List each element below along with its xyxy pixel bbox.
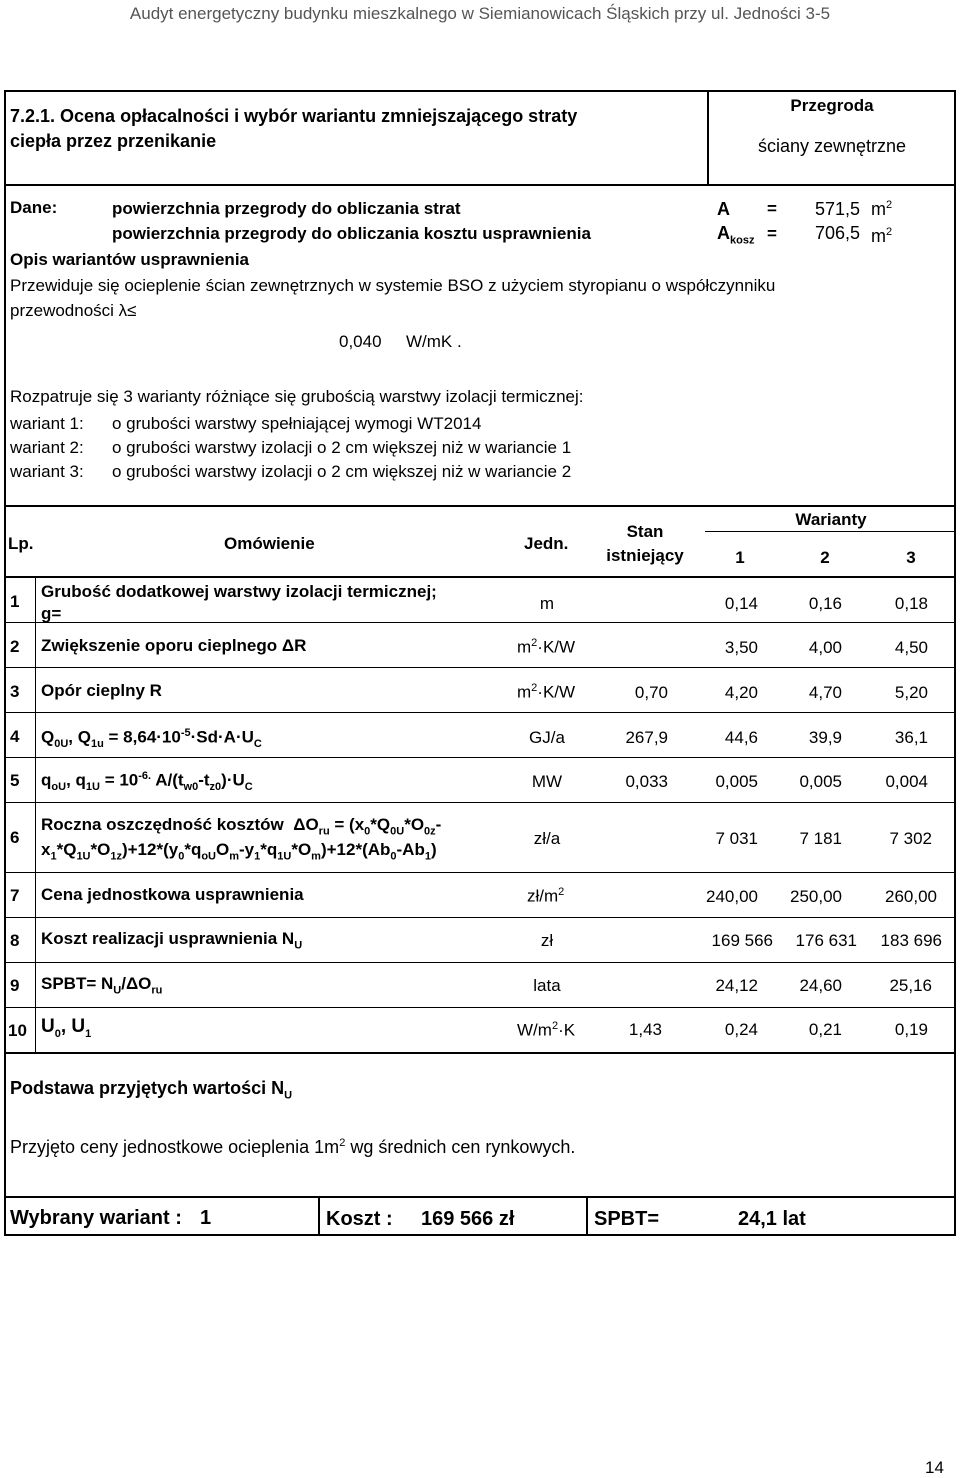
row-description: $q_{oU}$, $q_{1U} = 10^{-6.}$ $A/(t_{w0}-t_{z0})\cdot U_C$ — [41, 770, 253, 794]
cell-variant-3: 36,1 — [894, 728, 928, 747]
cell-variant-3: 4,50 — [894, 638, 928, 657]
row-number: 8 — [10, 931, 20, 950]
row-divider — [4, 757, 956, 758]
row-description-cont: $x_1*Q_{1U}*O_{1z})+12*(y_0*q_{oU}O_m-y_1*q_{1U}*O_m)+12*(Ab_0-Ab_1)$ — [41, 840, 437, 863]
cell-variant-2: 0,16 — [808, 594, 842, 613]
loss-area-description: powierzchnia przegrody do obliczania strat — [112, 199, 461, 218]
variants-text: Przewiduje się ocieplenie ścian zewnętrznych w systemie BSO z użyciem styropianu o współczynniku — [10, 276, 776, 295]
row-description-cont: g= — [41, 604, 62, 623]
chosen-variant-label: Wybrany wariant : — [10, 1207, 182, 1229]
row-number: 10 — [8, 1021, 27, 1040]
row-number: 3 — [10, 682, 20, 701]
partition-label: Przegroda — [790, 96, 874, 115]
cell-existing: 267,9 — [625, 728, 668, 747]
table-header-variant-3: 3 — [906, 548, 916, 567]
row-unit: $zł/m^2$ — [527, 886, 565, 906]
cost-area-value: 706,5 — [815, 223, 861, 243]
cell-variant-2: 39,9 — [808, 728, 842, 747]
variants-consideration: Rozpatruje się 3 warianty różniące się grubością warstwy izolacji termicznej: — [10, 387, 584, 406]
divider — [4, 184, 956, 186]
row-unit: $m^2\cdot K/W$ — [517, 637, 576, 657]
cell-variant-1: 0,005 — [715, 772, 758, 791]
variant-label: wariant 2: — [10, 438, 84, 457]
cell-variant-1: 0,14 — [724, 594, 758, 613]
row-description: SPBT= $N_U/\Delta O_{ru}$ — [41, 974, 163, 997]
cell-variant-3: 25,16 — [889, 976, 932, 995]
row-number: 1 — [10, 592, 20, 611]
variant-text: o grubości warstwy izolacji o 2 cm większej niż w wariancie 1 — [112, 438, 572, 457]
divider — [4, 505, 956, 507]
cell-variant-2: 0,21 — [808, 1020, 842, 1039]
cell-variant-1: 44,6 — [724, 728, 758, 747]
page-number: 14 — [925, 1458, 944, 1477]
row-unit: $W/m^2\cdot K$ — [517, 1020, 576, 1040]
basis-text: Przyjęto ceny jednostkowe ocieplenia $1m^2$ wg średnich cen rynkowych. — [10, 1137, 576, 1157]
cost-area-symbol: $A_{kosz}$ — [717, 223, 755, 247]
cell-variant-1: 240,00 — [706, 887, 758, 906]
cell-variant-2: 176 631 — [795, 931, 857, 950]
row-description: Roczna oszczędność kosztów $\Delta O_{ru} = (x_0*Q_{0U}*O_{0z}-$ — [41, 815, 442, 838]
summary-divider — [586, 1196, 588, 1236]
cell-variant-3: 7 302 — [889, 829, 932, 848]
row-number: 7 — [10, 886, 20, 905]
row-unit: zł/a — [533, 829, 561, 848]
row-number: 4 — [10, 727, 20, 746]
row-divider — [4, 872, 956, 873]
section-title-cont: ciepła przez przenikanie — [10, 131, 217, 151]
table-header-variants: Warianty — [795, 510, 867, 529]
cell-variant-1: 3,50 — [724, 638, 758, 657]
cell-variant-2: 250,00 — [790, 887, 842, 906]
section-title: 7.2.1. Ocena opłacalności i wybór wariantu zmniejszającego straty — [10, 106, 578, 126]
table-header-variant-2: 2 — [820, 548, 830, 567]
chosen-variant-value: 1 — [200, 1207, 212, 1229]
cell-variant-2: 7 181 — [799, 829, 842, 848]
cost-area-unit: $m^2$ — [871, 226, 893, 246]
cell-variant-1: 169 566 — [711, 931, 773, 950]
variant-text: o grubości warstwy izolacji o 2 cm większej niż w wariancie 2 — [112, 462, 572, 481]
cell-existing: 0,033 — [625, 772, 668, 791]
variant-label: wariant 1: — [10, 414, 84, 433]
summary-divider — [318, 1196, 320, 1236]
cell-variant-2: 0,005 — [799, 772, 842, 791]
cell-variant-2: 4,70 — [808, 683, 842, 702]
cost-area-description: powierzchnia przegrody do obliczania kosztu usprawnienia — [112, 224, 591, 243]
table-header-existing: Stan — [626, 522, 664, 541]
row-description: Cena jednostkowa usprawnienia — [41, 885, 304, 904]
variant-text: o grubości warstwy spełniającej wymogi WT2014 — [112, 414, 482, 433]
row-divider — [4, 917, 956, 918]
row-divider — [4, 802, 956, 803]
row-description: Koszt realizacji usprawnienia $N_U$ — [41, 929, 303, 952]
variant-label: wariant 3: — [10, 462, 84, 481]
variants-text-cont: przewodności λ≤ — [10, 301, 137, 320]
cell-variant-1: 4,20 — [724, 683, 758, 702]
document-header: Audyt energetyczny budynku mieszkalnego w Siemianowicach Śląskich przy ul. Jedności 3-5 — [129, 4, 831, 23]
cell-variant-1: 7 031 — [715, 829, 758, 848]
row-unit: m — [539, 594, 555, 613]
row-number: 6 — [10, 828, 20, 847]
given-label: Dane: — [10, 198, 58, 217]
row-description: Opór cieplny R — [41, 681, 162, 700]
loss-area-value: 571,5 — [815, 199, 861, 219]
row-description: Grubość dodatkowej warstwy izolacji termicznej; — [41, 582, 437, 601]
row-unit: GJ/a — [529, 728, 565, 747]
row-number: 2 — [10, 637, 20, 656]
row-divider — [4, 712, 956, 713]
column-divider — [35, 576, 36, 1052]
cost-value: 169 566 zł — [421, 1208, 515, 1230]
row-description: $Q_{0U}$, $Q_{1u} = 8,64\cdot 10^{-5}\cdot Sd\cdot A\cdot U_C$ — [41, 727, 262, 751]
basis-heading: Podstawa przyjętych wartości $N_U$ — [10, 1078, 293, 1102]
cell-variant-3: 183 696 — [880, 931, 942, 950]
cell-variant-2: 4,00 — [808, 638, 842, 657]
table-header-unit: Jedn. — [524, 534, 569, 553]
row-unit: $m^2\cdot K/W$ — [517, 682, 576, 702]
cell-variant-2: 24,60 — [799, 976, 842, 995]
row-unit: lata — [533, 976, 561, 995]
cell-existing: 1,43 — [628, 1020, 662, 1039]
cell-variant-3: 5,20 — [894, 683, 928, 702]
table-header-variant-1: 1 — [735, 548, 745, 567]
row-unit: MW — [531, 772, 563, 791]
cell-existing: 0,70 — [634, 683, 668, 702]
cost-label: Koszt : — [326, 1208, 393, 1230]
cell-variant-1: 0,24 — [724, 1020, 758, 1039]
row-divider — [4, 622, 956, 623]
lambda-value: 0,040 — [339, 332, 382, 351]
cell-variant-3: 0,004 — [885, 772, 928, 791]
partition-value: ściany zewnętrzne — [757, 136, 907, 156]
row-description: $U_0$, $U_1$ — [41, 1016, 92, 1040]
lambda-unit: W/mK . — [406, 332, 462, 351]
loss-area-unit: $m^2$ — [871, 199, 893, 219]
spbt-label: SPBT= — [594, 1208, 660, 1230]
variants-heading: Opis wariantów usprawnienia — [10, 250, 249, 269]
loss-area-symbol: A — [717, 199, 730, 219]
divider — [4, 1196, 956, 1198]
row-divider — [4, 962, 956, 963]
table-header-lp: Lp. — [8, 534, 34, 553]
cell-variant-1: 24,12 — [715, 976, 758, 995]
divider — [4, 576, 956, 578]
row-number: 9 — [10, 976, 20, 995]
cell-variant-3: 0,19 — [894, 1020, 928, 1039]
variants-header-rule — [705, 531, 956, 532]
row-unit: zł — [540, 931, 554, 950]
row-divider — [4, 1007, 956, 1008]
row-divider — [4, 667, 956, 668]
row-description: Zwiększenie oporu cieplnego ΔR — [41, 636, 307, 655]
table-header-existing-cont: istniejący — [606, 546, 684, 565]
equals-sign: = — [767, 224, 777, 243]
table-header-description: Omówienie — [224, 534, 315, 553]
cell-variant-3: 0,18 — [894, 594, 928, 613]
equals-sign: = — [767, 199, 777, 218]
cell-variant-3: 260,00 — [885, 887, 937, 906]
divider — [4, 1052, 956, 1054]
row-number: 5 — [10, 771, 20, 790]
spbt-value: 24,1 lat — [738, 1208, 806, 1230]
